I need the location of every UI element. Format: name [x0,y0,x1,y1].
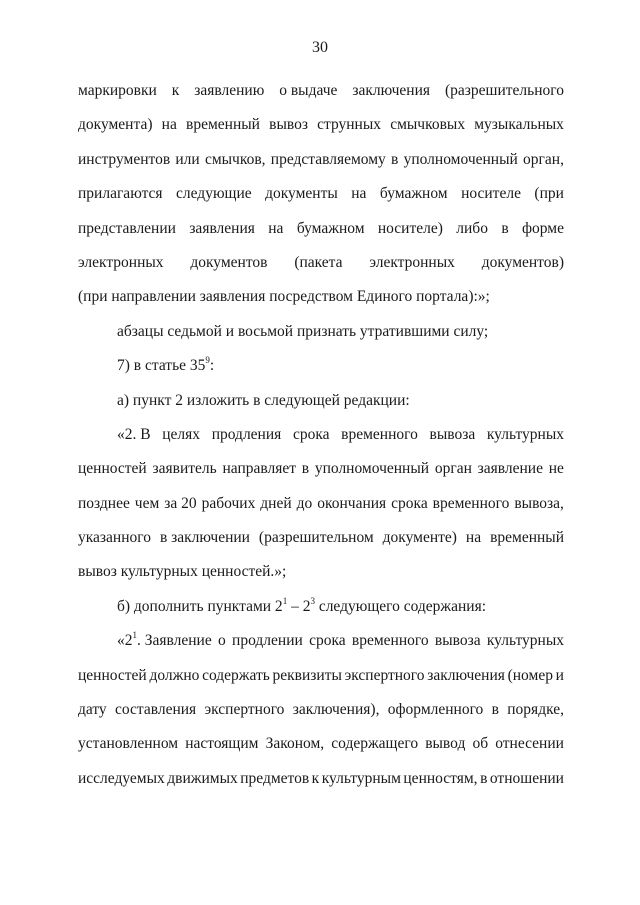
text-line [78,727,564,761]
word: временного [351,632,429,650]
text-line [78,177,564,211]
word: дату [78,701,107,719]
word: документе) [382,529,457,547]
word: музыкальных [474,116,564,134]
word: культурных [486,632,564,650]
word: орган, [523,150,564,168]
text-line [78,212,564,246]
word: на [465,529,482,547]
word: ценностям, [403,769,478,787]
text-line [78,659,564,693]
document-body [78,74,564,796]
word: носителе) [377,219,443,237]
word: целях [162,425,201,443]
word: об [472,735,489,753]
word: носителе [461,185,521,203]
word: экспертного [204,701,285,719]
word: электронных [369,253,455,271]
text-fragment: следующего содержания: [314,597,487,615]
word: культурных [486,425,564,443]
word: о [218,632,226,650]
text-line [78,762,564,796]
text-line: (при направлении заявления посредством Единого портала):»; [78,288,490,306]
word: срока [292,425,330,443]
word: к [171,82,180,99]
word: форме [522,219,564,237]
text-line [78,246,564,280]
word: рабочих [201,494,256,512]
word: прилагаются [78,185,163,203]
word: (разрешительном [258,529,374,547]
word: в [301,460,310,478]
word: должно [149,666,200,684]
text-line [78,418,564,452]
text-line [78,590,564,624]
word: и [555,666,564,684]
word: вывод [425,735,466,753]
word: документы [265,185,338,203]
word: (пакета [294,253,343,271]
word: продления [211,425,282,443]
word: в [391,150,399,168]
superscript: 1 [132,630,137,641]
word: указанного [78,529,151,547]
text-line: вывоз культурных ценностей.»; [78,563,287,581]
word: установленном [78,735,179,753]
text-fragment: . Заявление [137,632,212,650]
word: не [548,460,564,478]
word: направляет [222,460,296,478]
word: документов) [481,253,564,271]
word: либо [456,219,488,237]
word: движимых [167,769,238,787]
word: вывоза, [514,494,564,512]
word: бумажном [379,185,448,203]
word: к [311,769,320,787]
word: чем [134,494,160,512]
word: дней [260,494,292,512]
word: отнесении [495,735,564,753]
word: исследуемых [78,769,165,787]
word: бумажном [296,219,365,237]
page-number: 30 [312,39,328,56]
word: ценностей [78,460,147,478]
text-line [78,349,564,383]
word: следующие [176,185,252,203]
word: отношении [489,769,564,787]
text-line [78,74,564,108]
word: в заключении [159,529,250,547]
superscript: 3 [310,595,315,606]
text-line [78,693,564,727]
word: заявитель [152,460,217,478]
word: (при [534,185,564,203]
word: вывоз [269,116,308,134]
word: временный [490,529,564,547]
word: в [501,219,509,237]
text-line [78,624,564,658]
text-line [78,108,564,142]
word: предметов [240,769,310,787]
word: вывоза [429,425,476,443]
word: инструментов [78,150,171,168]
word: о выдаче [279,82,338,99]
text-line [78,143,564,177]
text-line: а) пункт 2 изложить в следующей редакции: [117,391,410,409]
word: за 20 [164,494,197,512]
text-fragment: «2 [117,632,133,650]
word: настоящим [185,735,259,753]
word: на [351,185,367,203]
text-fragment: б) дополнить пунктами 2 [117,597,283,615]
text-line [78,487,564,521]
word: ценностей [78,666,147,684]
word: электронных [78,253,164,271]
word: до [296,494,313,512]
word: порядке, [507,701,564,719]
word: в [480,769,488,787]
word [117,624,212,658]
word: заключения), [292,701,380,719]
word: оформленного [387,701,484,719]
word: срока [391,494,428,512]
text-line [78,521,564,555]
word: уполномоченный [314,460,430,478]
text-line [78,452,564,486]
word: струнных [317,116,382,134]
word: документов [190,253,268,271]
word: вывоза [434,632,481,650]
word: на [268,219,284,237]
word: заявлению [194,82,265,99]
word: «2. В [117,425,151,443]
superscript: 1 [282,595,288,606]
word: орган [434,460,472,478]
word: срока [309,632,346,650]
text-fragment: – 2 [287,597,311,615]
word: представлении [78,219,176,237]
word: заключения [427,666,505,684]
word: уполномоченный [403,150,518,168]
word: смычков, [204,150,266,168]
word: (номер [507,666,553,684]
text-fragment: : [209,357,215,375]
word: заключения [352,82,431,99]
word: заявление [477,460,543,478]
word: или [175,150,200,168]
word: содержащего [331,735,419,753]
word: в [491,701,499,719]
superscript: 9 [205,354,210,365]
word: заявления [189,219,255,237]
word: реквизиты [272,666,342,684]
word: экспертного [344,666,425,684]
word: на [161,116,177,134]
word: временного [432,494,510,512]
word: окончания [317,494,387,512]
word: содержать [202,666,270,684]
word: временный [186,116,260,134]
word: Законом, [265,735,325,753]
word: маркировки [78,82,157,99]
word: культурным [321,769,401,787]
word: позднее [78,494,130,512]
text-line: абзацы седьмой и восьмой признать утратившими силу; [117,322,489,340]
word: продлении [232,632,303,650]
word: представляемому [270,150,386,168]
word: (разрешительного [444,82,564,99]
text-fragment: 7) в статье 35 [117,357,206,375]
word: составления [115,701,197,719]
word: смычковых [390,116,466,134]
word: временного [341,425,418,443]
word: документа) [78,116,153,134]
